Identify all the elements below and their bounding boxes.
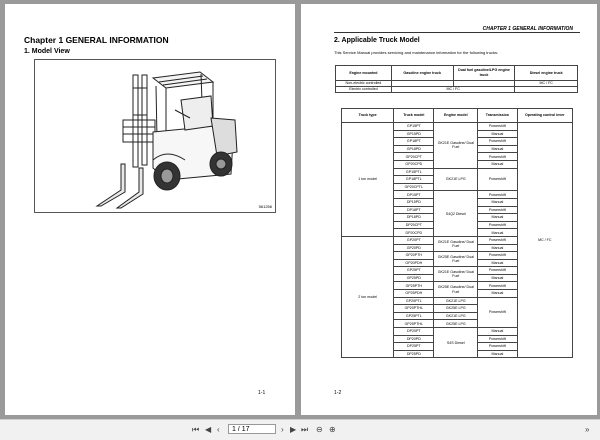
transmission-cell: Powershift	[478, 138, 517, 146]
previous-icon[interactable]: ‹	[217, 425, 220, 434]
figure-label: 561256	[258, 204, 272, 209]
table-row	[342, 109, 573, 123]
previous-page-icon[interactable]: ◀	[205, 425, 212, 434]
engine-model-cell: GK21E Gasoline/ Dual Fuel	[434, 123, 478, 169]
truck-model-cell: GP20PDH	[394, 259, 434, 267]
last-page-icon[interactable]: ⏭	[301, 425, 309, 434]
table-header: Dual fuel gasoline/LPG engine truck	[453, 66, 515, 81]
truck-model-cell: GP20CPTL	[394, 183, 434, 191]
truck-model-cell: GP25PDH	[394, 290, 434, 298]
section-title: 1. Model View	[24, 48, 70, 55]
truck-model-cell: DP25PD	[394, 350, 434, 358]
truck-model-cell: DP18PD	[394, 214, 434, 222]
table-header: Operating control lever	[517, 109, 572, 123]
transmission-cell: Powershift	[478, 206, 517, 214]
engine-model-cell: GK25E LPG	[434, 320, 478, 328]
next-icon[interactable]: ›	[281, 425, 284, 434]
table-header: Diesel engine truck	[515, 66, 578, 81]
truck-model-cell: DP25PT	[394, 343, 434, 351]
chapter-title: Chapter 1 GENERAL INFORMATION	[24, 35, 169, 45]
transmission-cell: Powershift	[478, 123, 517, 131]
forklift-illustration	[35, 60, 275, 212]
transmission-cell: Manual	[478, 160, 517, 168]
engine-model-cell: S4S Diesel	[434, 328, 478, 358]
transmission-cell: Powershift	[478, 297, 517, 327]
truck-model-cell: GP20PD	[394, 244, 434, 252]
table-row	[336, 87, 578, 93]
zoom-out-icon[interactable]: ⊖	[316, 425, 323, 434]
next-page-icon[interactable]: ▶	[290, 425, 297, 434]
transmission-cell: Powershift	[478, 191, 517, 199]
table-row	[336, 66, 578, 81]
table-row	[342, 123, 573, 131]
page-number: 1-1	[258, 390, 266, 396]
first-page-icon[interactable]: ⏮	[192, 425, 200, 434]
engine-model-cell: GK25E Gasoline/ Dual Fuel	[434, 252, 478, 267]
table-header: Gasoline engine truck	[391, 66, 453, 81]
transmission-cell: Powershift	[478, 343, 517, 351]
transmission-cell: Powershift	[478, 267, 517, 275]
transmission-cell: Manual	[478, 274, 517, 282]
truck-model-cell: GP25PTL	[394, 312, 434, 320]
control-lever-cell: MC / FC	[517, 123, 572, 358]
truck-model-cell: GP15PT	[394, 123, 434, 131]
truck-model-cell: GP20PTL	[394, 297, 434, 305]
engine-model-cell: GK21E Gasoline/ Dual Fuel	[434, 236, 478, 251]
table-cell: Non-electric controlled	[336, 81, 392, 87]
transmission-cell: Manual	[478, 328, 517, 336]
truck-model-cell: GP20PTH	[394, 252, 434, 260]
page-right	[301, 4, 597, 415]
engine-model-cell: GK21E Gasoline/ Dual Fuel	[434, 267, 478, 282]
truck-model-cell: GP25PD	[394, 274, 434, 282]
truck-model-cell: DP20CPD	[394, 229, 434, 237]
intro-text: This Service Manual provides servicing and maintenance information for the following trucks:	[334, 50, 499, 55]
transmission-cell: Powershift	[478, 221, 517, 229]
engine-model-cell: S4Q2 Diesel	[434, 191, 478, 237]
page-left	[5, 4, 295, 415]
engine-model-cell: GK21E LPG	[434, 297, 478, 305]
table-cell: MC / FC	[515, 81, 578, 87]
truck-model-cell: DP20PT	[394, 328, 434, 336]
zoom-in-icon[interactable]: ⊕	[329, 425, 336, 434]
engine-model-cell: GK25E Gasoline/ Dual Fuel	[434, 282, 478, 297]
transmission-cell: Powershift	[478, 282, 517, 290]
transmission-cell: Manual	[478, 229, 517, 237]
header-rule	[334, 32, 580, 33]
section-title: 2. Applicable Truck Model	[334, 37, 420, 44]
transmission-cell: Manual	[478, 145, 517, 153]
truck-type-cell: 1 ton model	[342, 123, 394, 237]
engine-table	[335, 65, 578, 93]
viewer-toolbar	[0, 419, 600, 440]
transmission-cell: Powershift	[478, 153, 517, 161]
engine-model-cell: GK21E LPG	[434, 312, 478, 320]
engine-model-cell: GK21E LPG	[434, 168, 478, 191]
more-icon[interactable]: »	[585, 425, 590, 434]
table-cell: MC / FC	[391, 87, 515, 93]
truck-model-cell: GP20CPD	[394, 160, 434, 168]
transmission-cell: Powershift	[478, 168, 517, 191]
table-cell: Electric controlled	[336, 87, 392, 93]
page-number-input[interactable]	[228, 424, 276, 434]
model-view-figure	[34, 59, 276, 213]
engine-model-cell: GK25E LPG	[434, 305, 478, 313]
truck-model-rows	[342, 123, 573, 358]
transmission-cell: Manual	[478, 350, 517, 358]
truck-model-cell: GP20CPT	[394, 153, 434, 161]
truck-model-cell: DP20PD	[394, 335, 434, 343]
truck-model-cell: GP15PD	[394, 130, 434, 138]
table-cell	[515, 87, 578, 93]
transmission-cell: Manual	[478, 130, 517, 138]
truck-model-cell: GP20PTHL	[394, 305, 434, 313]
transmission-cell: Manual	[478, 244, 517, 252]
transmission-cell: Powershift	[478, 236, 517, 244]
truck-model-table	[341, 108, 573, 358]
truck-model-cell: GP20PT	[394, 236, 434, 244]
running-header: CHAPTER 1 GENERAL INFORMATION	[482, 26, 573, 32]
table-header: Transmission	[478, 109, 517, 123]
transmission-cell: Manual	[478, 259, 517, 267]
truck-model-cell: DP18PT	[394, 206, 434, 214]
transmission-cell: Powershift	[478, 252, 517, 260]
truck-model-cell: GP15PTL	[394, 168, 434, 176]
table-header: Truck model	[394, 109, 434, 123]
page-number: 1-2	[334, 390, 342, 396]
table-header: Engine mounted	[336, 66, 392, 81]
truck-model-cell: GP25PT	[394, 267, 434, 275]
transmission-cell: Manual	[478, 290, 517, 298]
truck-model-cell: GP18PTL	[394, 176, 434, 184]
truck-model-cell: GP25PTHL	[394, 320, 434, 328]
truck-model-cell: DP15PT	[394, 191, 434, 199]
truck-model-cell: DP15PD	[394, 198, 434, 206]
table-header: Truck type	[342, 109, 394, 123]
truck-model-cell: GP25PTH	[394, 282, 434, 290]
truck-model-cell: GP18PD	[394, 145, 434, 153]
transmission-cell: Powershift	[478, 335, 517, 343]
truck-model-cell: GP18PT	[394, 138, 434, 146]
transmission-cell: Manual	[478, 214, 517, 222]
truck-model-cell: DP20CPT	[394, 221, 434, 229]
truck-type-cell: 2 ton model	[342, 236, 394, 358]
table-header: Engine model	[434, 109, 478, 123]
transmission-cell: Manual	[478, 198, 517, 206]
